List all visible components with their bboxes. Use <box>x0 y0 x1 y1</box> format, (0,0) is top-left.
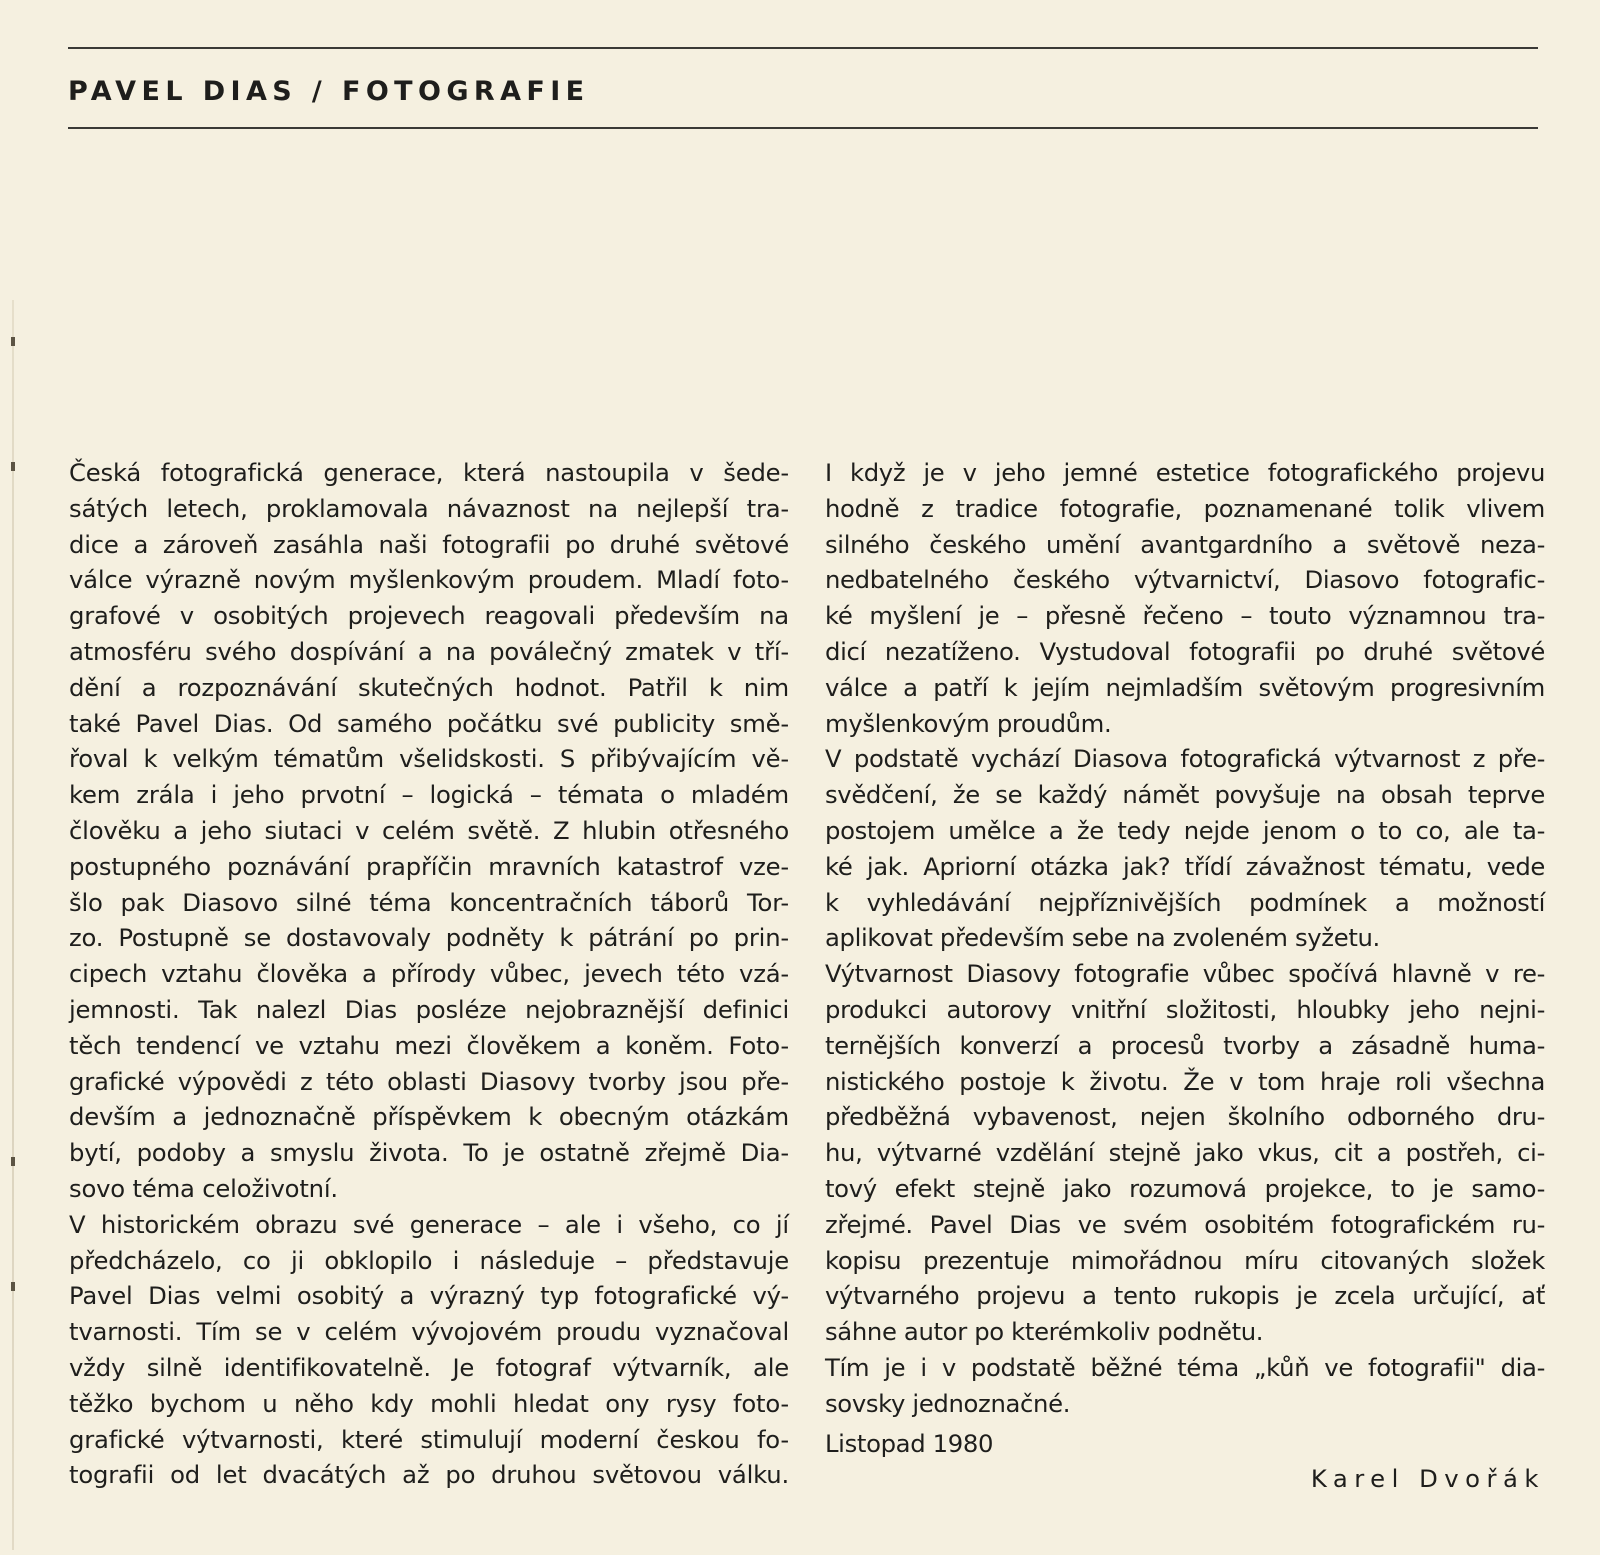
text-line: grafové v osobitých projevech reagovali především na <box>69 601 789 631</box>
text-line: bytí, podoby a smyslu života. To je ostatně zřejmě Dia- <box>69 1138 789 1168</box>
text-line: sovo téma celoživotní. <box>69 1173 338 1203</box>
text-line: dicí nezatíženo. Vystudoval fotografii po druhé světové <box>825 636 1545 666</box>
text-line: ké myšlení je – přesně řečeno – touto významnou tra- <box>825 601 1545 631</box>
text-line: produkci autorovy vnitřní složitosti, hloubky jeho nejni- <box>825 994 1545 1024</box>
text-line: nistického postoje k životu. Že v tom hraje roli všechna <box>825 1066 1545 1096</box>
text-line: tografii od let dvacátých až po druhou světovou válku. <box>69 1460 789 1490</box>
text-line: člověku a jeho siutaci v celém světě. Z hlubin otřesného <box>69 815 789 845</box>
text-line: I když je v jeho jemné estetice fotografického projevu <box>825 458 1545 487</box>
text-line: Tím je i v podstatě běžné téma „kůň ve fotografii" dia- <box>825 1352 1545 1382</box>
page-title: PAVEL DIAS / FOTOGRAFIE <box>68 76 590 107</box>
text-line: válce a patří k jejím nejmladším světovým progresivním <box>825 672 1545 702</box>
text-line: hodně z tradice fotografie, poznamenané tolik vlivem <box>825 493 1545 523</box>
text-line: šlo pak Diasovo silné téma koncentračních táborů Tor- <box>69 887 789 917</box>
article-column-right <box>825 455 1545 1497</box>
text-line: k vyhledávání nejpříznivějších podmínek a možností <box>825 887 1545 917</box>
text-line: předběžná vybavenost, nejen školního odborného dru- <box>825 1102 1545 1132</box>
text-line: zřejmé. Pavel Dias ve svém osobitém fotografickém ru- <box>825 1209 1545 1239</box>
text-line: sáhne autor po kterémkoliv podnětu. <box>825 1317 1264 1347</box>
text-line: jemnosti. Tak nalezl Dias posléze nejobraznější definici <box>69 994 789 1024</box>
text-line: dění a rozpoznávání skutečných hodnot. Patřil k nim <box>69 672 789 702</box>
text-line: V historickém obrazu své generace – ale i všeho, co jí <box>69 1209 789 1239</box>
text-line: řoval k velkým tématům všelidskosti. S přibývajícím vě- <box>69 744 789 774</box>
text-line: vždy silně identifikovatelně. Je fotograf výtvarník, ale <box>69 1352 789 1382</box>
text-line: devším a jednoznačně příspěvkem k obecným otázkám <box>69 1102 789 1132</box>
text-line: těch tendencí ve vztahu mezi člověkem a koněm. Foto- <box>69 1030 789 1060</box>
text-line: V podstatě vychází Diasova fotografická výtvarnost z pře- <box>825 744 1545 774</box>
text-line: cipech vztahu člověka a přírody vůbec, jevech této vzá- <box>69 959 789 989</box>
text-line: aplikovat především sebe na zvoleném syžetu. <box>825 923 1380 953</box>
text-line: sátých letech, proklamovala návaznost na nejlepší tra- <box>69 493 789 523</box>
text-line: dice a zároveň zasáhla naši fotografii po druhé světové <box>69 529 789 559</box>
text-line: kopisu prezentuje mimořádnou míru citovaných složek <box>825 1245 1545 1275</box>
text-line: tvarnosti. Tím se v celém vývojovém proudu vyznačoval <box>69 1317 789 1347</box>
text-line: kem zrála i jeho prvotní – logická – témata o mladém <box>69 780 789 810</box>
text-line: také Pavel Dias. Od samého počátku své publicity smě- <box>69 708 789 738</box>
text-line: válce výrazně novým myšlenkovým proudem. Mladí foto- <box>69 565 789 595</box>
text-line: Pavel Dias velmi osobitý a výrazný typ fotografické vý- <box>69 1281 789 1311</box>
text-line: nedbatelného českého výtvarnictví, Diasovo fotografic- <box>825 565 1545 595</box>
text-line: zo. Postupně se dostavovaly podněty k pátrání po prin- <box>69 923 789 953</box>
page-edge <box>12 300 14 1550</box>
text-line: atmosféru svého dospívání a na poválečný zmatek v tří- <box>69 636 789 666</box>
page-edge-mark <box>11 1282 15 1291</box>
header-rule-top <box>68 47 1538 49</box>
article-date: Listopad 1980 <box>825 1428 994 1458</box>
text-line: ké jak. Apriorní otázka jak? třídí závažnost tématu, vede <box>825 851 1545 881</box>
text-line: hu, výtvarné vzdělání stejně jako vkus, cit a postřeh, ci- <box>825 1138 1545 1168</box>
article-column-left <box>69 455 789 1493</box>
text-line: postupného poznávání prapříčin mravních katastrof vze- <box>69 851 789 881</box>
text-line: tový efekt stejně jako rozumová projekce, to je samo- <box>825 1173 1545 1203</box>
text-line: silného českého umění avantgardního a světově neza- <box>825 529 1545 559</box>
text-line: grafické výtvarnosti, které stimulují moderní českou fo- <box>69 1424 789 1454</box>
text-line: myšlenkovým proudům. <box>825 708 1112 738</box>
text-line: postojem umělce a že tedy nejde jenom o to co, ale ta- <box>825 815 1545 845</box>
text-line: grafické výpovědi z této oblasti Diasovy tvorby jsou pře- <box>69 1066 789 1096</box>
text-line: Česká fotografická generace, která nastoupila v šede- <box>69 458 789 487</box>
text-line: svědčení, že se každý námět povyšuje na obsah teprve <box>825 780 1545 810</box>
text-line: ternějších konverzí a procesů tvorby a zásadně huma- <box>825 1030 1545 1060</box>
text-line: těžko bychom u něho kdy mohli hledat ony rysy foto- <box>69 1388 789 1418</box>
text-line: výtvarného projevu a tento rukopis je zcela určující, ať <box>825 1281 1545 1311</box>
page-edge-mark <box>11 337 15 346</box>
page-edge-mark <box>11 1157 15 1166</box>
text-line: sovsky jednoznačné. <box>825 1388 1071 1418</box>
author-signature: Karel Dvořák <box>1310 1464 1545 1494</box>
page-edge-mark <box>11 462 15 471</box>
header-rule-bottom <box>68 127 1538 129</box>
text-line: předcházelo, co ji obklopilo i následuje – představuje <box>69 1245 789 1275</box>
text-line: Výtvarnost Diasovy fotografie vůbec spočívá hlavně v re- <box>825 959 1545 989</box>
